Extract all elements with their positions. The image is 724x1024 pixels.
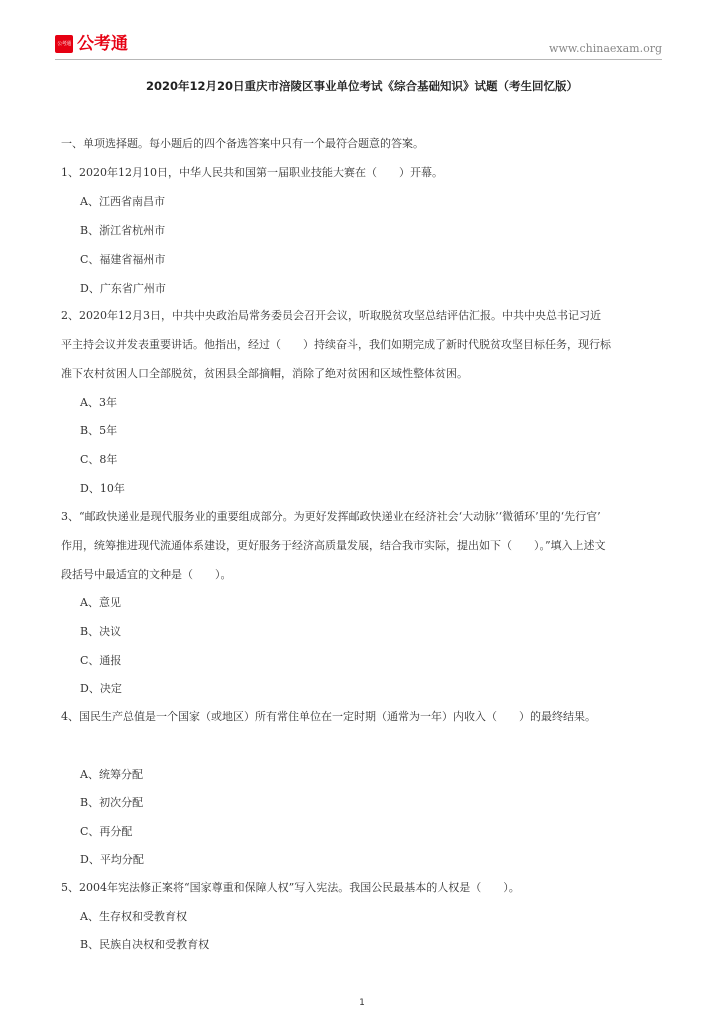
question-3-stem-line-2: 作用，统筹推进现代流通体系建设，更好服务于经济高质量发展，结合我市实际，提出如下（ ）。”填入上述文 (61, 539, 606, 552)
question-3-option-c: C、通报 (80, 654, 122, 667)
question-1-option-c: C、福建省福州市 (80, 253, 166, 266)
logo-badge-icon: 公考通 (55, 35, 73, 53)
page-number: 1 (359, 998, 365, 1008)
question-3-stem-line-1: 3、“邮政快递业是现代服务业的重要组成部分。为更好发挥邮政快递业在经济社会‘大动脉’‘微循环’里的‘先行官’ (61, 510, 601, 523)
question-2-option-b: B、5年 (80, 424, 118, 437)
question-5-stem: 5、2004年宪法修正案将“国家尊重和保障人权”写入宪法。我国公民最基本的人权是（ ）。 (61, 881, 520, 894)
question-2-option-c: C、8年 (80, 453, 118, 466)
question-3-stem-line-3: 段括号中最适宜的文种是（ ）。 (61, 568, 232, 581)
document-title: 2020年12月20日重庆市涪陵区事业单位考试《综合基础知识》试题（考生回忆版） (145, 79, 578, 93)
site-url-link[interactable]: www.chinaexam.org (549, 42, 662, 55)
section-heading: 一、单项选择题。每小题后的四个备选答案中只有一个最符合题意的答案。 (61, 137, 424, 150)
logo-text: 公考通 (77, 34, 128, 54)
header-divider (55, 59, 662, 60)
question-4-stem: 4、国民生产总值是一个国家（或地区）所有常住单位在一定时期（通常为一年）内收入（ ）的最终结果。 (61, 710, 596, 723)
question-4-option-b: B、初次分配 (80, 796, 144, 809)
question-4-option-c: C、再分配 (80, 825, 133, 838)
question-4-option-d: D、平均分配 (80, 853, 144, 866)
question-2-stem-line-1: 2、2020年12月3日，中共中央政治局常务委员会召开会议，听取脱贫攻坚总结评估汇报。中共中央总书记习近 (61, 309, 601, 322)
question-3-option-d: D、决定 (80, 682, 122, 695)
question-2-stem-line-2: 平主持会议并发表重要讲话。他指出，经过（ ）持续奋斗，我们如期完成了新时代脱贫攻坚目标任务，现行标 (61, 338, 611, 351)
question-1-option-b: B、浙江省杭州市 (80, 224, 166, 237)
page-header (55, 32, 662, 58)
site-logo[interactable] (55, 32, 128, 56)
question-2-option-a: A、3年 (80, 396, 117, 409)
question-1-option-a: A、江西省南昌市 (80, 195, 165, 208)
question-2-option-d: D、10年 (80, 482, 125, 495)
question-1-stem: 1、2020年12月10日，中华人民共和国第一届职业技能大赛在（ ）开幕。 (61, 166, 443, 179)
question-5-option-a: A、生存权和受教育权 (80, 910, 187, 923)
question-3-option-b: B、决议 (80, 625, 122, 638)
question-2-stem-line-3: 准下农村贫困人口全部脱贫，贫困县全部摘帽，消除了绝对贫困和区域性整体贫困。 (61, 367, 468, 380)
question-3-option-a: A、意见 (80, 596, 121, 609)
question-1-option-d: D、广东省广州市 (80, 282, 166, 295)
question-5-option-b: B、民族自决权和受教育权 (80, 938, 210, 951)
question-4-option-a: A、统筹分配 (80, 768, 143, 781)
